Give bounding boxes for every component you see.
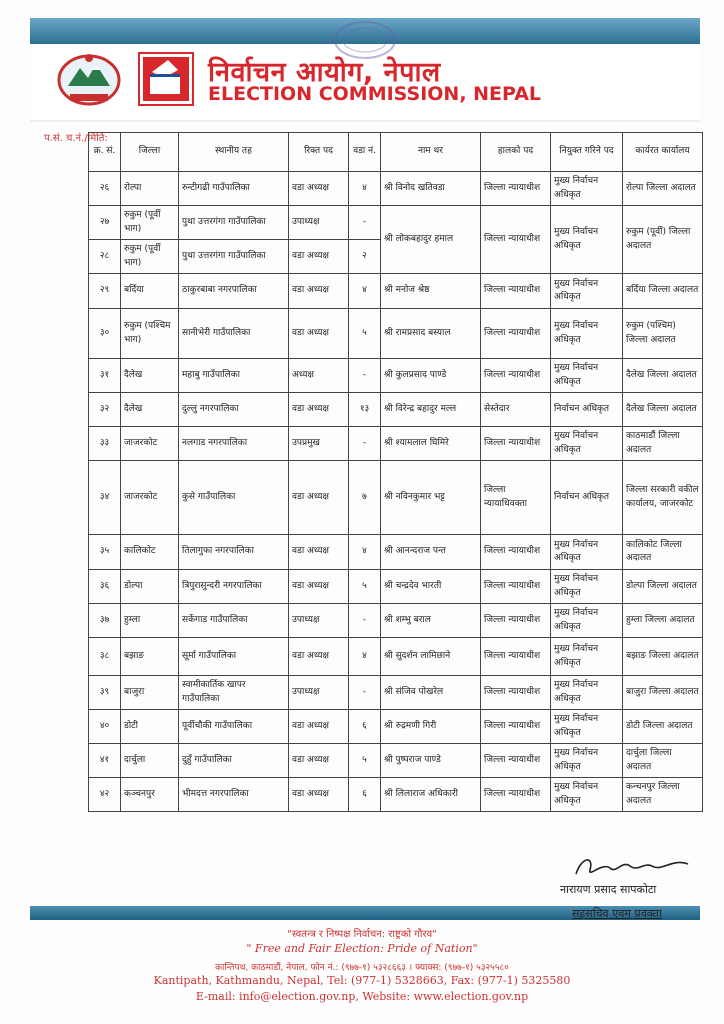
cell-ward: ७ xyxy=(349,461,381,535)
cell-ward: २ xyxy=(349,240,381,274)
table-row xyxy=(89,570,703,604)
cell-district: बझाङ xyxy=(121,638,179,676)
election-commission-logo-icon xyxy=(138,52,194,106)
table-row xyxy=(89,710,703,744)
cell-post: वडा अध्यक्ष xyxy=(289,393,349,427)
signatory-name: नारायण प्रसाद सापकोटा xyxy=(560,883,657,896)
cell-appoint: मुख्य निर्वाचन अधिकृत xyxy=(551,604,623,638)
reference-number: प.सं. च.नं./मिति: xyxy=(44,133,108,144)
cell-post: वडा अध्यक्ष xyxy=(289,638,349,676)
slogan-nepali: "स्वतन्त्र र निष्पक्ष निर्वाचन: राष्ट्रको गौरव" xyxy=(287,929,437,940)
cell-sn: ३१ xyxy=(89,359,121,393)
cell-local: महाबु गाउँपालिका xyxy=(179,359,289,393)
cell-local: रुन्टीगढी गाउँपालिका xyxy=(179,172,289,206)
cell-post: उपाध्यक्ष xyxy=(289,676,349,710)
cell-sn: ३६ xyxy=(89,570,121,604)
cell-local: पुथा उत्तरगंगा गाउँपालिका xyxy=(179,206,289,240)
cell-sn: २९ xyxy=(89,274,121,309)
cell-name: श्री श्यामलाल घिमिरे xyxy=(381,427,481,461)
cell-appoint: मुख्य निर्वाचन अधिकृत xyxy=(551,778,623,812)
cell-name: श्री संजिव पोखरेल xyxy=(381,676,481,710)
table-row xyxy=(89,359,703,393)
cell-office: कालिकोट जिल्ला अदालत xyxy=(623,535,703,570)
cell-name: श्री लिलाराज अधिकारी xyxy=(381,778,481,812)
column-header: स्थानीय तह xyxy=(179,133,289,172)
cell-local: स्वामीकार्तिक खापर गाउँपालिका xyxy=(179,676,289,710)
cell-sn: ४१ xyxy=(89,744,121,778)
cell-district: कालिकोट xyxy=(121,535,179,570)
cell-sn: ३९ xyxy=(89,676,121,710)
cell-current: जिल्ला न्यायाधीश xyxy=(481,172,551,206)
cell-ward: - xyxy=(349,359,381,393)
slogan-english: " Free and Fair Election: Pride of Nation" xyxy=(246,942,478,955)
cell-sn: ३० xyxy=(89,309,121,359)
cell-appoint: मुख्य निर्वाचन अधिकृत xyxy=(551,638,623,676)
cell-local: भीमदत्त नगरपालिका xyxy=(179,778,289,812)
table-row xyxy=(89,744,703,778)
column-header: रिक्त पद xyxy=(289,133,349,172)
cell-post: वडा अध्यक्ष xyxy=(289,744,349,778)
contact-info: E-mail: info@election.gov.np, Website: www.election.gov.np xyxy=(195,990,529,1003)
cell-name: श्री विरेन्द्र बहादुर मल्ल xyxy=(381,393,481,427)
cell-local: दुहुँ गाउँपालिका xyxy=(179,744,289,778)
cell-local: पूर्वीचौकी गाउँपालिका xyxy=(179,710,289,744)
cell-office: काठमाडौं जिल्ला अदालत xyxy=(623,427,703,461)
cell-office: बाजुरा जिल्ला अदालत xyxy=(623,676,703,710)
cell-sn: ३३ xyxy=(89,427,121,461)
signatory-title: सहसचिव एवम् प्रवक्ता xyxy=(572,907,662,920)
cell-current: जिल्ला न्यायाधिवक्ता xyxy=(481,461,551,535)
cell-current: सेस्तेदार xyxy=(481,393,551,427)
cell-name: श्री नविनकुमार भट्ट xyxy=(381,461,481,535)
cell-office: डोटी जिल्ला अदालत xyxy=(623,710,703,744)
cell-name: श्री शम्भु बराल xyxy=(381,604,481,638)
cell-post: वडा अध्यक्ष xyxy=(289,309,349,359)
column-header: हालको पद xyxy=(481,133,551,172)
cell-appoint: मुख्य निर्वाचन अधिकृत xyxy=(551,744,623,778)
cell-name: श्री मनोज श्रेष्ठ xyxy=(381,274,481,309)
cell-current: जिल्ला न्यायाधीश xyxy=(481,309,551,359)
cell-appoint: निर्वाचन अधिकृत xyxy=(551,461,623,535)
cell-ward: - xyxy=(349,604,381,638)
cell-appoint: मुख्य निर्वाचन अधिकृत xyxy=(551,535,623,570)
cell-district: रुकुम (पूर्वी भाग) xyxy=(121,240,179,274)
cell-name: श्री कुलप्रसाद पाण्डे xyxy=(381,359,481,393)
cell-current: जिल्ला न्यायाधीश xyxy=(481,676,551,710)
cell-ward: १३ xyxy=(349,393,381,427)
cell-district: दैलेख xyxy=(121,359,179,393)
column-header: वडा नं. xyxy=(349,133,381,172)
cell-district: जाजरकोट xyxy=(121,461,179,535)
cell-district: डोल्पा xyxy=(121,570,179,604)
cell-local: सूर्मा गाउँपालिका xyxy=(179,638,289,676)
cell-sn: ४० xyxy=(89,710,121,744)
cell-district: हुम्ला xyxy=(121,604,179,638)
cell-sn: ३५ xyxy=(89,535,121,570)
cell-district: डोटी xyxy=(121,710,179,744)
cell-sn: ३२ xyxy=(89,393,121,427)
cell-post: वडा अध्यक्ष xyxy=(289,461,349,535)
cell-district: दार्चुला xyxy=(121,744,179,778)
cell-ward: - xyxy=(349,676,381,710)
column-header: नाम थर xyxy=(381,133,481,172)
cell-name: श्री आनन्दराज पन्त xyxy=(381,535,481,570)
cell-office: हुम्ला जिल्ला अदालत xyxy=(623,604,703,638)
cell-appoint: मुख्य निर्वाचन अधिकृत xyxy=(551,427,623,461)
signature-icon xyxy=(572,852,692,882)
cell-sn: ३४ xyxy=(89,461,121,535)
cell-appoint: मुख्य निर्वाचन अधिकृत xyxy=(551,274,623,309)
cell-local: नलगाड नगरपालिका xyxy=(179,427,289,461)
table-row xyxy=(89,676,703,710)
cell-ward: ४ xyxy=(349,274,381,309)
cell-district: रुकुम (पश्चिम भाग) xyxy=(121,309,179,359)
cell-post: वडा अध्यक्ष xyxy=(289,570,349,604)
cell-post: वडा अध्यक्ष xyxy=(289,535,349,570)
table-row xyxy=(89,535,703,570)
cell-ward: ५ xyxy=(349,744,381,778)
cell-appoint: मुख्य निर्वाचन अधिकृत xyxy=(551,710,623,744)
cell-office: बर्दिया जिल्ला अदालत xyxy=(623,274,703,309)
cell-sn: २६ xyxy=(89,172,121,206)
nepal-emblem-icon xyxy=(52,50,126,108)
address-english: Kantipath, Kathmandu, Nepal, Tel: (977-1) 5328663, Fax: (977-1) 5325580 xyxy=(153,974,571,987)
cell-local: सर्केगाड गाउँपालिका xyxy=(179,604,289,638)
cell-name: श्री रुद्रमणी गिरी xyxy=(381,710,481,744)
cell-post: वडा अध्यक्ष xyxy=(289,710,349,744)
column-header: जिल्ला xyxy=(121,133,179,172)
cell-office: जिल्ला सरकारी वकील कार्यालय, जाजरकोट xyxy=(623,461,703,535)
cell-name: श्री लोकबहादुर हमाल xyxy=(381,206,481,274)
cell-district: रोल्पा xyxy=(121,172,179,206)
cell-ward: - xyxy=(349,206,381,240)
cell-appoint: मुख्य निर्वाचन अधिकृत xyxy=(551,359,623,393)
cell-post: वडा अध्यक्ष xyxy=(289,274,349,309)
cell-ward: ४ xyxy=(349,638,381,676)
cell-current: जिल्ला न्यायाधीश xyxy=(481,427,551,461)
cell-ward: ४ xyxy=(349,172,381,206)
cell-name: श्री चन्द्रदेव भारती xyxy=(381,570,481,604)
cell-current: जिल्ला न्यायाधीश xyxy=(481,570,551,604)
cell-sn: ३८ xyxy=(89,638,121,676)
table-row xyxy=(89,427,703,461)
cell-current: जिल्ला न्यायाधीश xyxy=(481,638,551,676)
column-header: कार्यरत कार्यालय xyxy=(623,133,703,172)
cell-district: कञ्चनपुर xyxy=(121,778,179,812)
cell-office: रुकुम (पश्चिम) जिल्ला अदालत xyxy=(623,309,703,359)
cell-local: पुथा उत्तरगंगा गाउँपालिका xyxy=(179,240,289,274)
title-nepali: निर्वाचन आयोग, नेपाल xyxy=(208,57,441,88)
cell-ward: ५ xyxy=(349,309,381,359)
cell-current: जिल्ला न्यायाधीश xyxy=(481,604,551,638)
table-row xyxy=(89,638,703,676)
table-header-row xyxy=(89,133,703,172)
title-english: ELECTION COMMISSION, NEPAL xyxy=(208,83,542,105)
cell-post: वडा अध्यक्ष xyxy=(289,778,349,812)
cell-post: उपाध्यक्ष xyxy=(289,206,349,240)
cell-appoint: मुख्य निर्वाचन अधिकृत xyxy=(551,206,623,274)
cell-district: बाजुरा xyxy=(121,676,179,710)
cell-post: वडा अध्यक्ष xyxy=(289,172,349,206)
cell-appoint: मुख्य निर्वाचन अधिकृत xyxy=(551,172,623,206)
cell-post: उपप्रमुख xyxy=(289,427,349,461)
table-row xyxy=(89,604,703,638)
table-row xyxy=(89,172,703,206)
cell-current: जिल्ला न्यायाधीश xyxy=(481,359,551,393)
cell-district: बर्दिया xyxy=(121,274,179,309)
cell-office: डोल्पा जिल्ला अदालत xyxy=(623,570,703,604)
cell-post: वडा अध्यक्ष xyxy=(289,240,349,274)
table-row xyxy=(89,778,703,812)
cell-office: दार्चुला जिल्ला अदालत xyxy=(623,744,703,778)
cell-office: दैलेख जिल्ला अदालत xyxy=(623,393,703,427)
cell-appoint: मुख्य निर्वाचन अधिकृत xyxy=(551,570,623,604)
cell-ward: ४ xyxy=(349,535,381,570)
cell-office: रुकुम (पूर्वी) जिल्ला अदालत xyxy=(623,206,703,274)
cell-current: जिल्ला न्यायाधीश xyxy=(481,778,551,812)
cell-ward: ५ xyxy=(349,570,381,604)
cell-name: श्री सुदर्शन लामिछाने xyxy=(381,638,481,676)
cell-office: कन्चनपुर जिल्ला अदालत xyxy=(623,778,703,812)
table-row xyxy=(89,461,703,535)
cell-current: जिल्ला न्यायाधीश xyxy=(481,744,551,778)
column-header: क्र. सं. xyxy=(89,133,121,172)
cell-post: अध्यक्ष xyxy=(289,359,349,393)
cell-office: बझाङ जिल्ला अदालत xyxy=(623,638,703,676)
cell-district: रुकुम (पूर्वी भाग) xyxy=(121,206,179,240)
cell-ward: ६ xyxy=(349,710,381,744)
cell-sn: २७ xyxy=(89,206,121,240)
cell-local: तिलागुफा नगरपालिका xyxy=(179,535,289,570)
cell-current: जिल्ला न्यायाधीश xyxy=(481,535,551,570)
cell-sn: ४२ xyxy=(89,778,121,812)
cell-ward: ६ xyxy=(349,778,381,812)
cell-office: रोल्पा जिल्ला अदालत xyxy=(623,172,703,206)
table-row xyxy=(89,393,703,427)
table-row xyxy=(89,206,703,240)
column-header: नियुक्त गरिने पद xyxy=(551,133,623,172)
cell-office: दैलेख जिल्ला अदालत xyxy=(623,359,703,393)
cell-current: जिल्ला न्यायाधीश xyxy=(481,206,551,274)
appointments-table xyxy=(88,132,703,812)
cell-post: उपाध्यक्ष xyxy=(289,604,349,638)
table-row xyxy=(89,309,703,359)
cell-sn: ३७ xyxy=(89,604,121,638)
cell-district: जाजरकोट xyxy=(121,427,179,461)
cell-local: ठाकुरबाबा नगरपालिका xyxy=(179,274,289,309)
cell-name: श्री पुष्पराज पाण्डे xyxy=(381,744,481,778)
cell-current: जिल्ला न्यायाधीश xyxy=(481,710,551,744)
address-nepali: कान्तिपथ, काठमाडौं, नेपाल, फोन नं.: (९७७-१) ५३२८६६३ । फ्याक्स: (९७७-१) ५३२५५८० xyxy=(215,963,509,973)
cell-local: कुसे गाउँपालिका xyxy=(179,461,289,535)
cell-appoint: निर्वाचन अधिकृत xyxy=(551,393,623,427)
cell-appoint: मुख्य निर्वाचन अधिकृत xyxy=(551,676,623,710)
cell-local: त्रिपुरासुन्दरी नगरपालिका xyxy=(179,570,289,604)
cell-appoint: मुख्य निर्वाचन अधिकृत xyxy=(551,309,623,359)
cell-sn: २८ xyxy=(89,240,121,274)
cell-local: सानीभेरी गाउँपालिका xyxy=(179,309,289,359)
cell-ward: - xyxy=(349,427,381,461)
cell-local: दुल्लु नगरपालिका xyxy=(179,393,289,427)
table-row xyxy=(89,274,703,309)
cell-district: दैलेख xyxy=(121,393,179,427)
cell-name: श्री रामप्रसाद बस्याल xyxy=(381,309,481,359)
cell-name: श्री विनोद खतिवडा xyxy=(381,172,481,206)
cell-current: जिल्ला न्यायाधीश xyxy=(481,274,551,309)
